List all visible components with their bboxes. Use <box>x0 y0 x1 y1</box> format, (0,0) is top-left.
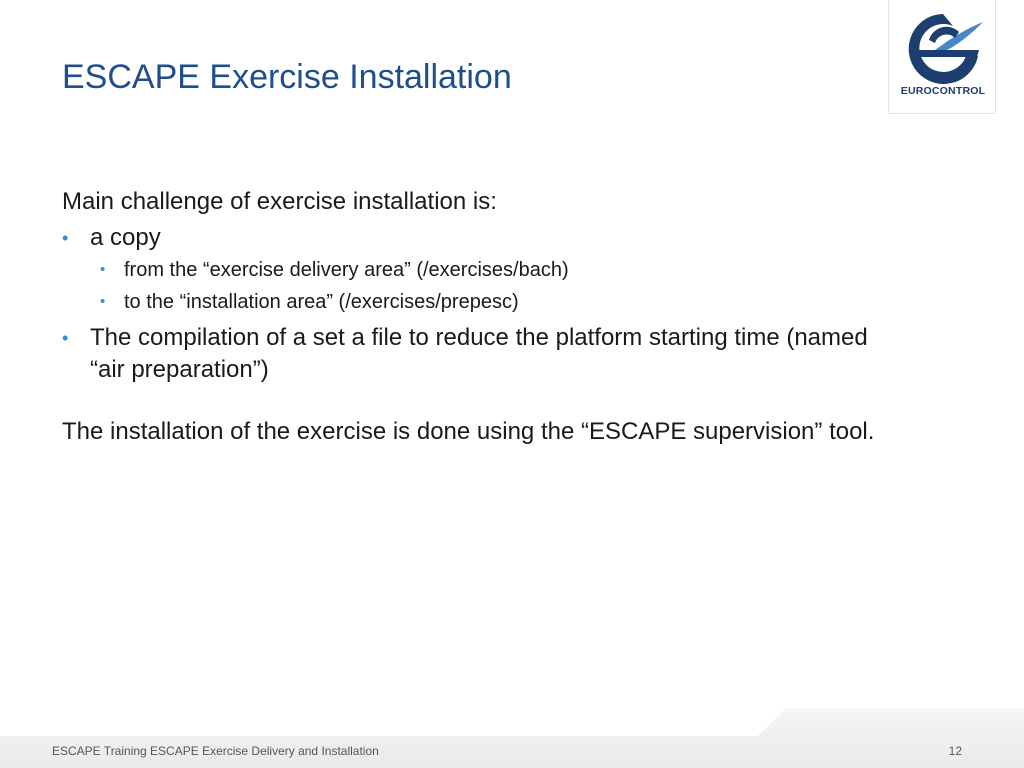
bullet-text: a copy <box>90 224 161 251</box>
spacer <box>62 386 962 416</box>
footer-tab-decoration <box>758 708 1024 736</box>
closing-text: The installation of the exercise is done using the “ESCAPE supervision” tool. <box>62 418 875 445</box>
footer-text: ESCAPE Training ESCAPE Exercise Delivery and Installation <box>52 744 379 758</box>
intro-text: Main challenge of exercise installation is: <box>62 188 497 215</box>
bullet-item <box>62 322 962 386</box>
eurocontrol-logo <box>888 0 996 114</box>
sub-bullet-item <box>62 286 962 318</box>
bullet-dot-icon: • <box>100 293 106 310</box>
eurocontrol-logo-icon <box>901 10 985 86</box>
slide-body <box>62 186 962 452</box>
sub-bullet-text: from the “exercise delivery area” (/exercises/bach) <box>124 259 569 281</box>
bullet-text: The compilation of a set a file to reduce the platform starting time (named <box>90 324 868 351</box>
bullet-dot-icon: • <box>62 228 69 248</box>
page-number: 12 <box>948 744 962 758</box>
sub-bullet-text: to the “installation area” (/exercises/prepesc) <box>124 291 519 313</box>
bullet-item <box>62 222 962 254</box>
logo-text: EUROCONTROL <box>900 85 986 97</box>
slide-title: ESCAPE Exercise Installation <box>62 58 512 96</box>
bullet-dot-icon: • <box>100 261 106 278</box>
bullet-text-continued: “air preparation”) <box>90 356 269 383</box>
sub-bullet-item <box>62 254 962 286</box>
bullet-dot-icon: • <box>62 328 69 348</box>
